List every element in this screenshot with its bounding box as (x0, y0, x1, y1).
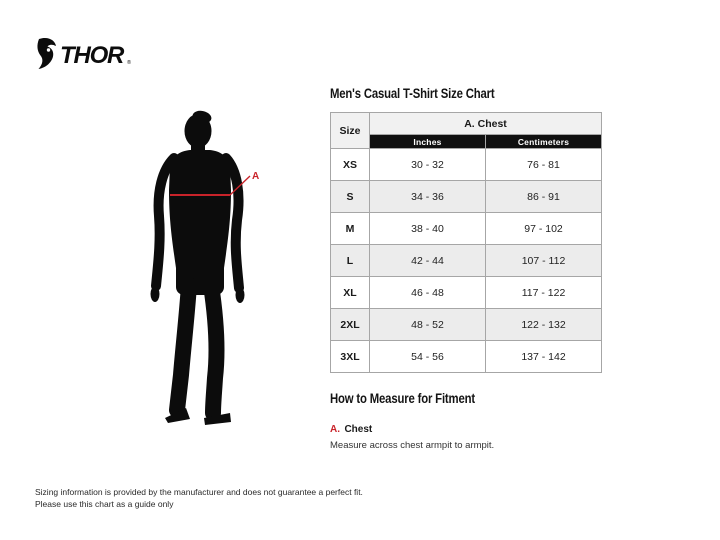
centimeters-value: 117 - 122 (486, 277, 602, 309)
inches-value: 54 - 56 (370, 341, 486, 373)
column-header-centimeters: Centimeters (486, 135, 602, 149)
size-chart-title: Men's Casual T-Shirt Size Chart (330, 86, 495, 101)
chest-measure-label: A (252, 171, 260, 182)
brand-logo (34, 36, 142, 72)
size-label: XS (331, 149, 370, 181)
thor-goat-icon (34, 36, 142, 72)
disclaimer (35, 486, 363, 511)
male-silhouette-figure (138, 100, 308, 440)
inches-value: 30 - 32 (370, 149, 486, 181)
table-row-2xl (331, 309, 602, 341)
table-row-s (331, 181, 602, 213)
size-label: XL (331, 277, 370, 309)
inches-value: 48 - 52 (370, 309, 486, 341)
male-silhouette (151, 109, 245, 425)
table-row-m (331, 213, 602, 245)
centimeters-value: 137 - 142 (486, 341, 602, 373)
column-header-inches: Inches (370, 135, 486, 149)
size-label: 2XL (331, 309, 370, 341)
table-row-l (331, 245, 602, 277)
table-row-xs (331, 149, 602, 181)
centimeters-value: 86 - 91 (486, 181, 602, 213)
measure-item-chest (330, 419, 610, 451)
size-label: L (331, 245, 370, 277)
centimeters-value: 107 - 112 (486, 245, 602, 277)
inches-value: 34 - 36 (370, 181, 486, 213)
column-header-size: Size (331, 113, 370, 149)
brand-wordmark: THOR (60, 42, 124, 69)
table-row-xl (331, 277, 602, 309)
trademark-symbol: ® (127, 60, 132, 66)
inches-value: 38 - 40 (370, 213, 486, 245)
size-label: 3XL (331, 341, 370, 373)
disclaimer-line-2: Please use this chart as a guide only (35, 499, 174, 510)
measure-item-key: A. (330, 424, 340, 435)
table-row-3xl (331, 341, 602, 373)
inches-value: 46 - 48 (370, 277, 486, 309)
centimeters-value: 76 - 81 (486, 149, 602, 181)
centimeters-value: 97 - 102 (486, 213, 602, 245)
measure-guide-section (330, 391, 610, 451)
column-header-chest-group: A. Chest (370, 113, 602, 135)
measure-item-name: Chest (344, 424, 373, 435)
measure-guide-title: How to Measure for Fitment (330, 391, 475, 406)
size-label: M (331, 213, 370, 245)
size-chart-table (330, 112, 602, 373)
inches-value: 42 - 44 (370, 245, 486, 277)
size-label: S (331, 181, 370, 213)
disclaimer-line-1: Sizing information is provided by the manufacturer and does not guarantee a perfect fit. (35, 487, 363, 497)
measure-item-description: Measure across chest armpit to armpit. (330, 440, 495, 451)
centimeters-value: 122 - 132 (486, 309, 602, 341)
